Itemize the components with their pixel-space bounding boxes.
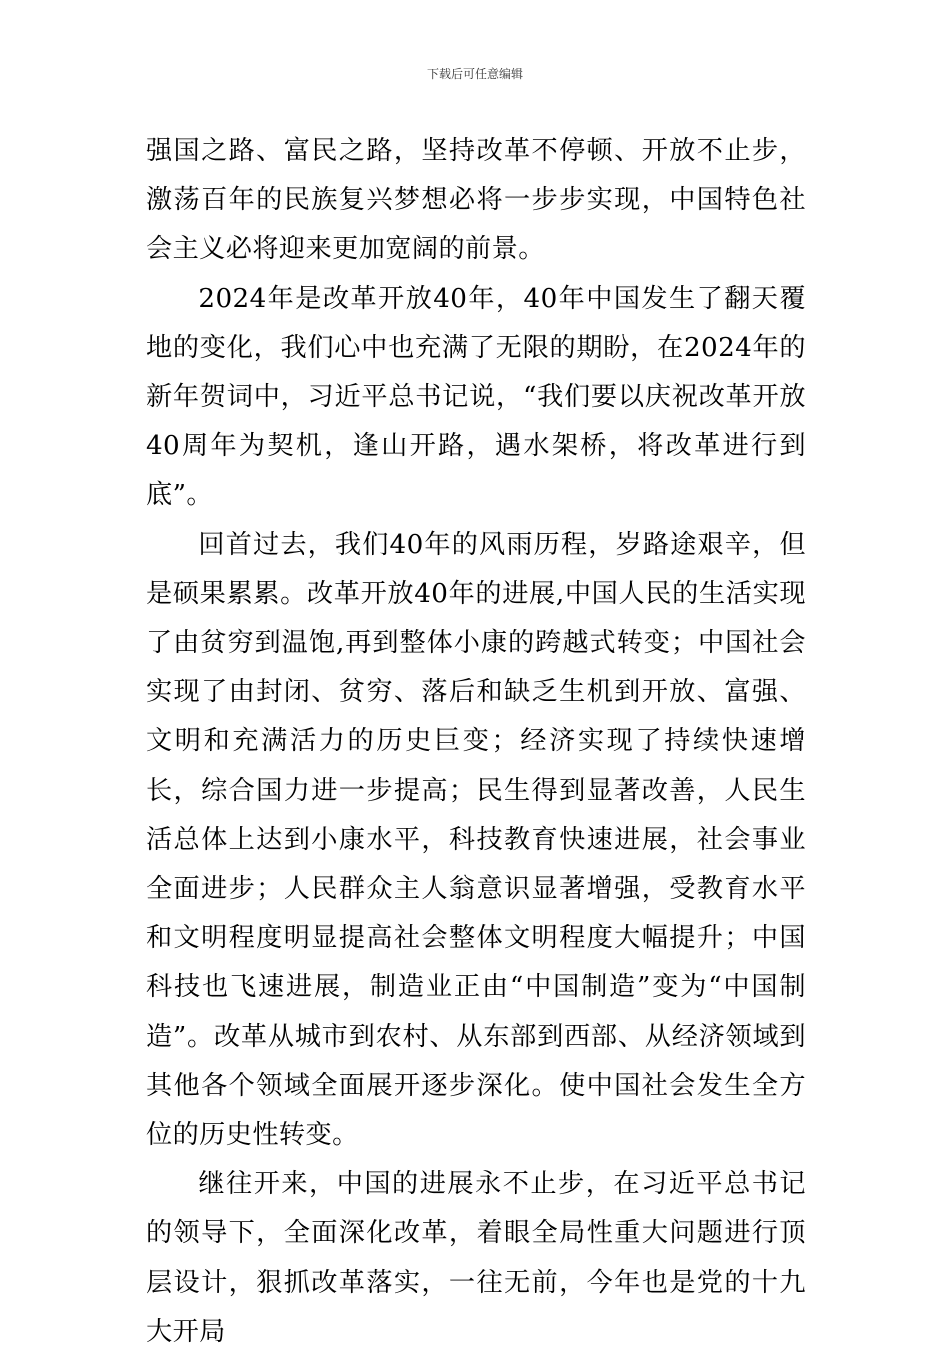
document-body <box>146 127 806 1357</box>
paragraph-4: 继往开来，中国的进展永不止步，在习近平总书记的领导下，全面深化改革，着眼全局性重大问题进行顶层设计，狠抓改革落实，一往无前，今年也是党的十九大开局 <box>146 1169 806 1347</box>
paragraph-2: 2024年是改革开放40年，40年中国发生了翻天覆地的变化，我们心中也充满了无限的期盼，在2024年的新年贺词中，习近平总书记说，“我们要以庆祝改革开放40周年为契机，逢山开路，遇水架桥，将改革进行到底”。 <box>146 283 806 511</box>
page-header-note: 下载后可任意编辑 <box>426 67 523 81</box>
paragraph-3: 回首过去，我们40年的风雨历程，岁路途艰辛，但是硕果累累。改革开放40年的进展,中国人民的生活实现了由贫穷到温饱,再到整体小康的跨越式转变；中国社会实现了由封闭、贫穷、落后和缺乏生机到开放、富强、文明和充满活力的历史巨变；经济实现了持续快速增长，综合国力进一步提高；民生得到显著改善，人民生活总体上达到小康水平，科技教育快速进展，社会事业全面进步；人民群众主人翁意识显著增强，受教育水平和文明程度明显提高社会整体文明程度大幅提升；中国科技也飞速进展，制造业正由“中国制造”变为“中国制造”。改革从城市到农村、从东部到西部、从经济领域到其他各个领域全面展开逐步深化。使中国社会发生全方位的历史性转变。 <box>146 529 806 1151</box>
paragraph-1: 强国之路、富民之路，坚持改革不停顿、开放不止步，激荡百年的民族复兴梦想必将一步步实现，中国特色社会主义必将迎来更加宽阔的前景。 <box>146 136 806 265</box>
